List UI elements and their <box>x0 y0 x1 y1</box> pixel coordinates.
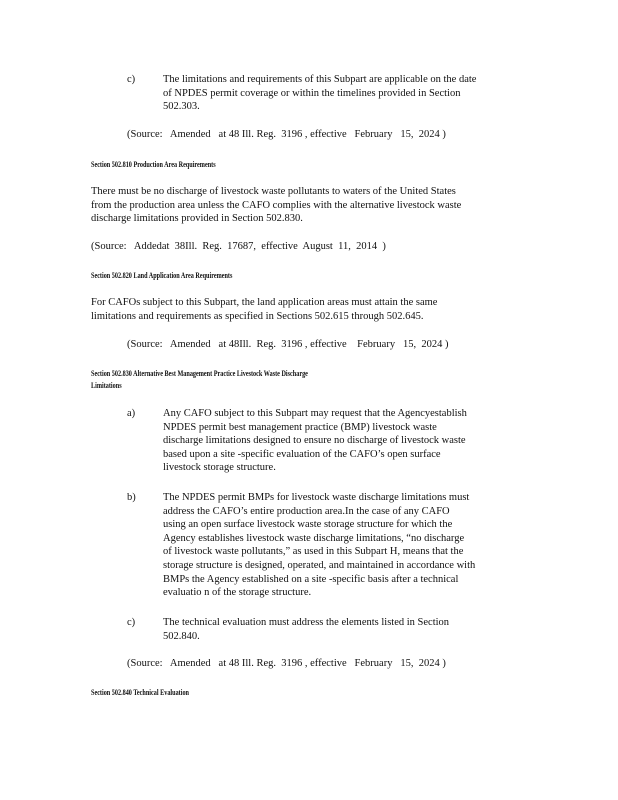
section-heading-502-820: Section 502.820 Land Application Area Requirements <box>91 270 233 280</box>
paragraph-502-820: For CAFOs subject to this Subpart, the land application areas must attain the same limitations and requirements as specified in Sections 502.615 through 502.645. <box>91 297 438 322</box>
list-text: The technical evaluation must address the elements listed in Section 502.840. <box>163 617 450 642</box>
list-label: c) <box>127 617 136 628</box>
list-text: Any CAFO subject to this Subpart may request that the Agencyestablish NPDES permit best management practice (BMP) livestock waste discharge limitations designed to ensure no discharge of livestock waste based upon a site -specific evaluation of the CAFO’s open surface livestock storage structure. <box>163 408 467 474</box>
list-label: a) <box>127 408 136 419</box>
section-heading-502-830: Section 502.830 Alternative Best Management Practice Livestock Waste Discharge Limitations <box>91 368 308 390</box>
list-text: The limitations and requirements of this Subpart are applicable on the date of NPDES permit coverage or within the timelines provided in Section 502.303. <box>163 74 477 113</box>
list-label: c) <box>127 74 136 85</box>
list-item-c2 <box>127 616 547 646</box>
list-item-c <box>127 73 547 117</box>
source-note: (Source: Amended at 48 Ill. Reg. 3196 , effective February 15, 2024 ) <box>127 129 446 140</box>
paragraph-502-810: There must be no discharge of livestock waste pollutants to waters of the United States from the production area unless the CAFO complies with the alternative livestock waste discharge limitations provided in Section 502.830. <box>91 186 462 225</box>
list-label: b) <box>127 492 136 503</box>
source-note: (Source: Addedat 38Ill. Reg. 17687, effective August 11, 2014 ) <box>91 241 386 252</box>
list-item-b <box>127 491 547 601</box>
source-note: (Source: Amended at 48 Ill. Reg. 3196 , effective February 15, 2024 ) <box>127 658 446 669</box>
list-text: The NPDES permit BMPs for livestock waste discharge limitations must address the CAFO’s entire production area.In the case of any CAFO using an open surface livestock waste storage structure for which the Agency establishes livestock waste discharge limitations, “no discharge of livestock waste pollutants,” as used in this Subpart H, means that the storage structure is designed, operated, and maintained in accordance with BMPs the Agency established on a site -specific basis after a technical evaluatio n of the storage structure. <box>163 492 476 599</box>
list-item-a <box>127 407 547 477</box>
section-heading-502-810: Section 502.810 Production Area Requirements <box>91 159 216 169</box>
section-heading-502-840: Section 502.840 Technical Evaluation <box>91 687 189 697</box>
source-note: (Source: Amended at 48Ill. Reg. 3196 , effective February 15, 2024 ) <box>127 339 449 350</box>
